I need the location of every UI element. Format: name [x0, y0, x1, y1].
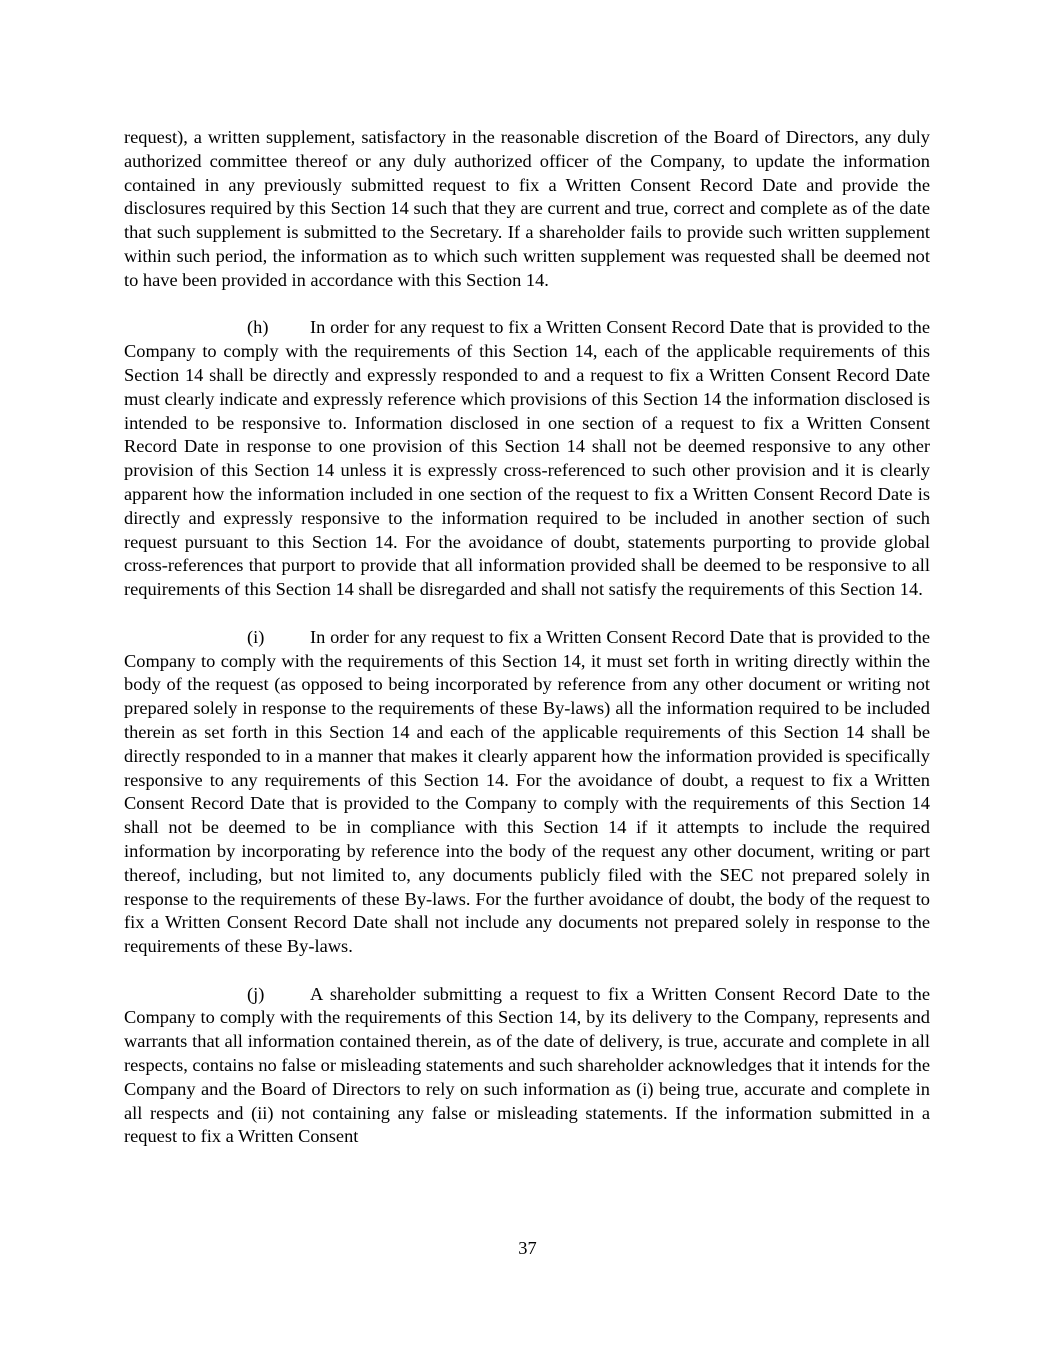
- paragraph-text: request), a written supplement, satisfactory in the reasonable discretion of the Board of Directors, any duly authorized committee thereof or any duly authorized officer of the Company, to update the information contained in any previously submitted request to fix a Written Consent Record Date and provide the disclosures required by this Section 14 such that they are current and true, correct and complete as of the date that such supplement is submitted to the Secretary. If a shareholder fails to provide such written supplement within such period, the information as to which such written supplement was requested shall be deemed not to have been provided in accordance with this Section 14.: [124, 127, 930, 290]
- paragraph-label: (h): [247, 317, 269, 338]
- paragraph-label: (j): [247, 983, 265, 1004]
- paragraph-h: [124, 316, 930, 602]
- paragraph-j: [124, 983, 930, 1150]
- paragraph-i: [124, 626, 930, 959]
- paragraph-text: A shareholder submitting a request to fix a Written Consent Record Date to the Company to comply with the requirements of this Section 14, by its delivery to the Company, represents and warrants that all information contained therein, as of the date of delivery, is true, accurate and complete in all respects, contains no false or misleading statements and such shareholder acknowledges that it intends for the Company and the Board of Directors to rely on such information as (i) being true, accurate and complete in all respects and (ii) not containing any false or misleading statements. If the information submitted in a request to fix a Written Consent: [124, 983, 930, 1147]
- page-number: 37: [518, 1238, 537, 1258]
- paragraph-continuation: [124, 126, 930, 293]
- paragraph-label: (i): [247, 626, 265, 647]
- document-body: [124, 126, 930, 1173]
- paragraph-text: In order for any request to fix a Written Consent Record Date that is provided to the Company to comply with the requirements of this Section 14, it must set forth in writing directly within the body of the request (as opposed to being incorporated by reference from any other document or writing not prepared solely in response to the requirements of these By-laws) all the information required to be included therein as set forth in this Section 14 and each of the applicable requirements of this Section 14 shall be directly responded to in a manner that makes it clearly apparent how the information provided is specifically responsive to any requirements of this Section 14. For the avoidance of doubt, a request to fix a Written Consent Record Date that is provided to the Company to comply with the requirements of this Section 14 shall not be deemed to be in compliance with this Section 14 if it attempts to include the required information by incorporating by reference into the body of the request any other document, writing or part thereof, including, but not limited to, any documents publicly filed with the SEC not prepared solely in response to the requirements of these By-laws. For the further avoidance of doubt, the body of the request to fix a Written Consent Record Date shall not include any documents not prepared solely in response to the requirements of these By-laws.: [124, 626, 930, 957]
- paragraph-text: In order for any request to fix a Written Consent Record Date that is provided to the Company to comply with the requirements of this Section 14, each of the applicable requirements of this Section 14 shall be directly and expressly responded to and a request to fix a Written Consent Record Date must clearly indicate and expressly reference which provisions of this Section 14 the information disclosed is intended to be responsive to. Information disclosed in one section of a request to fix a Written Consent Record Date in response to one provision of this Section 14 shall not be deemed responsive to any other provision of this Section 14 unless it is expressly cross-referenced to such other provision and it is clearly apparent how the information included in one section of the request to fix a Written Consent Record Date is directly and expressly responsive to the information required to be included in another section of such request pursuant to this Section 14. For the avoidance of doubt, statements purporting to provide global cross-references that purport to provide that all information provided shall be deemed to be responsive to all requirements of this Section 14 shall be disregarded and shall not satisfy the requirements of this Section 14.: [124, 317, 930, 600]
